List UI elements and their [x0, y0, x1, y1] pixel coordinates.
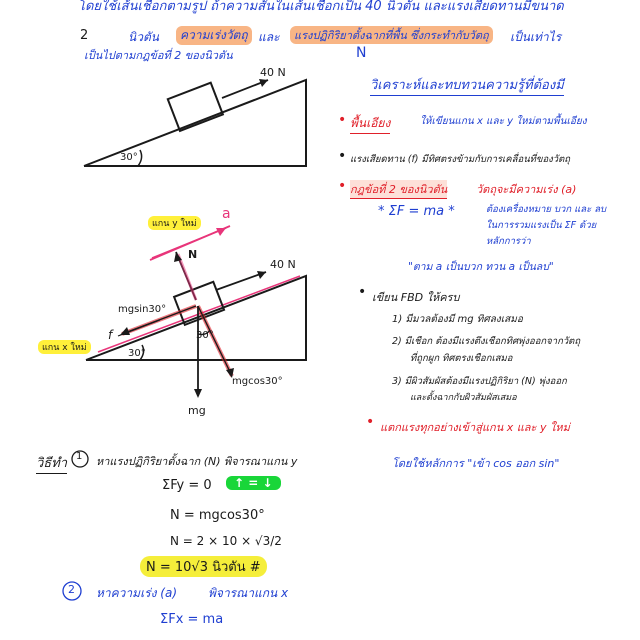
step-2-text: หาความเร่ง (a): [96, 586, 177, 600]
problem-number: 2: [80, 28, 89, 43]
line2-mid: และ: [258, 30, 280, 44]
bullet-2-dot: •: [338, 148, 347, 164]
bullet-1-red: พื้นเอียง: [350, 114, 390, 134]
bullet-1-dot: •: [338, 112, 347, 128]
eq-sum-fy: ΣFy = 0: [162, 478, 212, 493]
formula-note-1: ต้องเครื่องหมาย บวก และ ลบ: [486, 204, 607, 215]
fig2-angle-label: 30°: [128, 348, 146, 359]
bullet-4-dot: •: [358, 284, 367, 300]
eq-n-mgcos: N = mgcos30°: [170, 508, 265, 523]
sign-rule: "ตาม a เป็นบวก ทวน a เป็นลบ": [408, 261, 554, 273]
accel-label: a: [222, 206, 231, 222]
fig2-angle2-label: 30°: [196, 330, 214, 341]
notes-heading: วิเคราะห์และทบทวนความรู้ที่ต้องมี: [370, 74, 564, 96]
highlight-acceleration: ความเร่งวัตถุ: [176, 26, 252, 45]
eq-balance-box: ↑ = ↓: [226, 476, 281, 490]
bullet-5-red: แตกแรงทุกอย่างเข้าสู่แกน x และ y ใหม่: [380, 421, 570, 434]
bullet-1-text: ให้เขียนแกน x และ y ใหม่ตามพื้นเอียง: [420, 116, 587, 127]
bullet-3-dot: •: [338, 178, 347, 194]
bullet-3-red: กฎข้อที่ 2 ของนิวตัน: [350, 180, 447, 199]
eq-n-values: N = 2 × 10 × √3/2: [170, 534, 282, 548]
mgsin-label: mgsin30°: [118, 304, 167, 315]
fig2-force-label: 40 N: [270, 258, 296, 271]
normal-force-label: N: [188, 248, 198, 261]
eq-sum-fx: ΣFx = ma: [160, 612, 224, 627]
eq-n-result: N = 10√3 นิวตัน #: [140, 556, 267, 577]
newton-law-note: เป็นไปตามกฎข้อที่ 2 ของนิวตัน: [84, 49, 233, 62]
bullet-3-text: วัตถุจะมีความเร่ง (a): [476, 183, 577, 196]
bullet-4-text: เขียน FBD ให้ครบ: [372, 291, 460, 304]
cos-sin-principle: โดยใช้หลักการ "เข้า cos ออก sin": [392, 457, 560, 470]
formula-note-2: ในการรวมแรงเป็น ΣF ด้วย: [486, 220, 597, 231]
fbd-rule-1: 1) มีมวลต้องมี mg ทิศลงเสมอ: [392, 314, 523, 325]
line2-suffix: เป็นเท่าไร: [510, 30, 562, 44]
bullet-5-dot: •: [366, 414, 375, 430]
highlight-normal-force: แรงปฏิกิริยาตั้งฉากที่พื้น ซึ่งกระทำกับวัตถุ: [290, 26, 493, 44]
friction-label: f: [108, 328, 113, 342]
mgcos-label: mgcos30°: [232, 376, 283, 387]
solution-label: วิธีทำ: [36, 452, 67, 474]
top-line: โดยใช้เส้นเชือกตามรูป ถ้าความสั่นในเส้นเชือกเป็น 40 นิวตัน และแรงเสียดทานมีขนาด: [78, 0, 564, 14]
n-mark: N: [356, 45, 367, 61]
fbd-rule-3b: และตั้งฉากกับผิวสัมผัสเสมอ: [410, 393, 517, 403]
step-1-number: 1: [76, 451, 83, 462]
step-2-number: 2: [68, 583, 75, 596]
fbd-rule-2a: 2) มีเชือก ต้องมีแรงตึงเชือกทิศพุ่งออกจากวัตถุ: [392, 336, 581, 347]
fbd-rule-3a: 3) มีผิวสัมผัสต้องมีแรงปฏิกิริยา (N) พุ่งออก: [392, 376, 567, 387]
axis-x-label: แกน x ใหม่: [38, 340, 91, 354]
line2-prefix: นิวตัน: [128, 30, 159, 44]
bullet-2-text: แรงเสียดทาน (f) มีทิศตรงข้ามกับการเคลื่อนที่ของวัตถุ: [350, 154, 571, 165]
fig1-force-label: 40 N: [260, 66, 286, 79]
newton-formula: * ΣF = ma *: [378, 204, 455, 219]
axis-y-label: แกน y ใหม่: [148, 216, 201, 230]
mg-label: mg: [188, 404, 206, 417]
step-1-text: หาแรงปฏิกิริยาตั้งฉาก (N) พิจารณาแกน y: [96, 455, 298, 468]
fbd-rule-2b: ที่ถูกผูก ทิศตรงเชือกเสมอ: [410, 353, 513, 364]
formula-note-3: หลักการว่า: [486, 236, 531, 247]
fig1-angle-label: 30°: [120, 152, 138, 163]
step-2-text-2: พิจารณาแกน x: [208, 586, 289, 600]
